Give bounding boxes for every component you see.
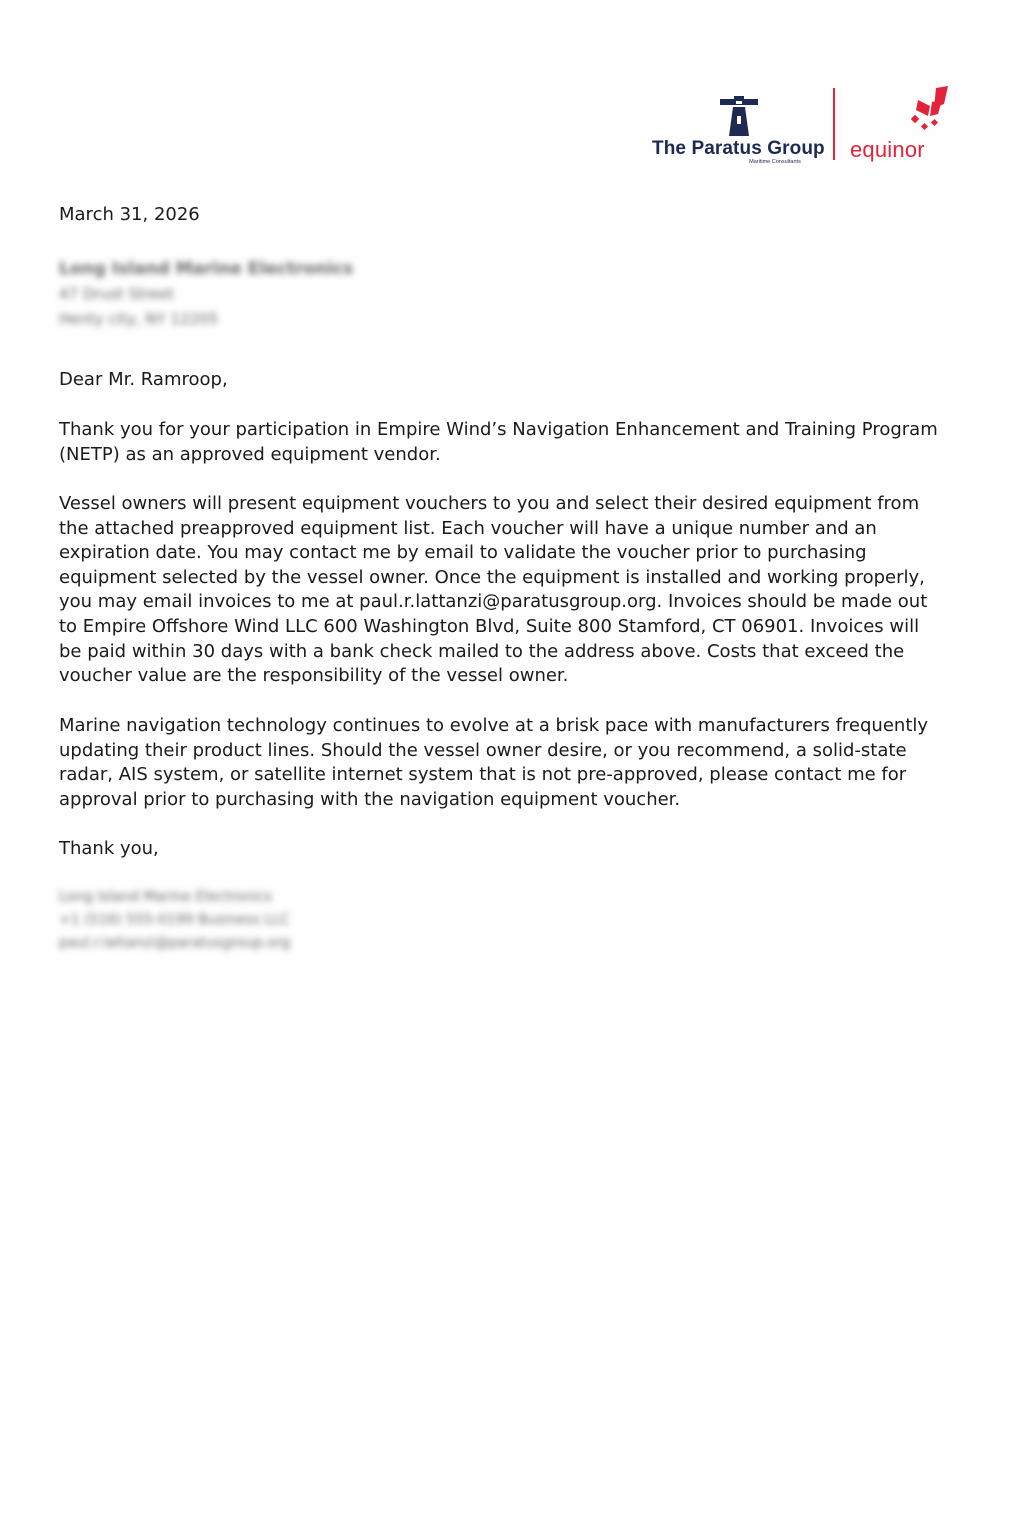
signature-line: Long Island Marine Electronics <box>59 889 272 905</box>
recipient-name: Long Island Marine Electronics <box>59 259 354 279</box>
body-paragraph: Vessel owners will present equipment vouchers to you and select their desired equipment from the attached preapproved equipment list. Each voucher will have a unique number and an expiration date. You may contact me by email to validate the voucher prior to purchasing equipment selected by the vessel owner. Once the equipment is installed and working properly, you may email invoices to me at paul.r.lattanzi@paratusgroup.org. Invoices should be made out to Empire Offshore Wind LLC 600 Washington Blvd, Suite 800 Stamford, CT 06901. Invoices will be paid within 30 days with a bank check mailed to the address above. Costs that exceed the voucher value are the responsibility of the vessel owner. <box>59 493 928 687</box>
paratus-group-wordmark: The Paratus Group <box>652 138 825 159</box>
letter-date: March 31, 2026 <box>59 204 200 225</box>
paratus-tagline: Maritime Consultants <box>749 159 801 165</box>
closing: Thank you, <box>59 838 159 859</box>
body-paragraph: Thank you for your participation in Empire Wind’s Navigation Enhancement and Training Program (NETP) as an approved equipment vendor. <box>59 419 938 465</box>
lighthouse-icon <box>720 96 758 136</box>
logo-divider <box>833 88 835 160</box>
signature-block <box>59 886 379 955</box>
letterhead <box>640 82 970 172</box>
recipient-city: Henty city, NY 12205 <box>59 310 219 328</box>
recipient-address <box>59 256 379 332</box>
equinor-wordmark: equinor <box>850 137 925 162</box>
signature-line: +1 (516) 555-0199 Business LLC <box>59 912 290 928</box>
salutation: Dear Mr. Ramroop, <box>59 369 228 390</box>
recipient-street: 47 Drust Street <box>59 285 175 303</box>
equinor-star-icon <box>904 86 950 132</box>
body-paragraph: Marine navigation technology continues to evolve at a brisk pace with manufacturers frequently updating their product lines. Should the vessel owner desire, or you recommend, a solid-state radar, AIS system, or satellite internet system that is not pre-approved, please contact me for approval prior to purchasing with the navigation equipment voucher. <box>59 715 929 810</box>
signature-line: paul.r.lattanzi@paratusgroup.org <box>59 935 291 951</box>
